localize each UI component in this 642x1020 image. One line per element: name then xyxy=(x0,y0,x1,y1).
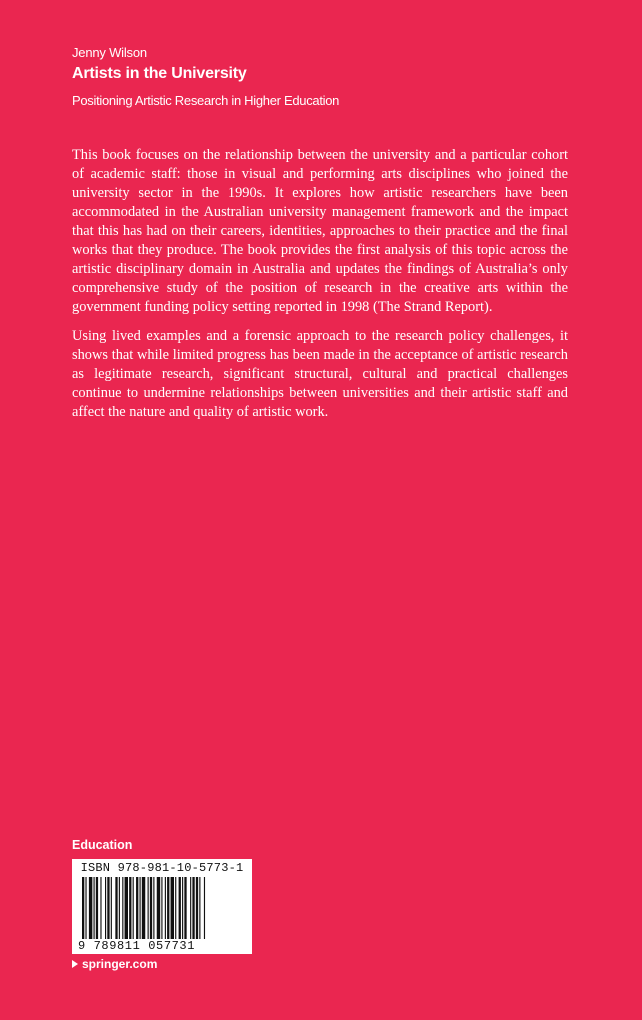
barcode-bar xyxy=(105,877,106,939)
barcode-bar xyxy=(167,877,169,939)
book-title: Artists in the University xyxy=(72,65,247,82)
barcode-bar xyxy=(140,877,141,939)
blurb xyxy=(72,146,568,432)
barcode-bar xyxy=(133,877,134,939)
barcode-bar xyxy=(119,877,120,939)
blurb-paragraph: This book focuses on the relationship between the university and a particular cohort of academic staff: those in visual and performing arts disciplines who joined the university sector in the 1990s. It explores how artistic researchers have been accommodated in the Australian university management framework and the impact that this has had on their careers, identities, approaches to their practice and the final works that they produce. The book provides the first analysis of this topic across the artistic disciplinary domain in Australia and updates the findings of Australia’s only comprehensive study of the position of research in the creative arts within the government funding policy setting reported in 1998 (The Strand Report). xyxy=(72,147,568,315)
barcode-bar xyxy=(192,877,194,939)
barcode-bar xyxy=(196,877,198,939)
barcode xyxy=(72,859,252,954)
barcode-bar xyxy=(182,877,183,939)
isbn-label: ISBN 978-981-10-5773-1 xyxy=(80,861,244,875)
barcode-bar xyxy=(125,877,128,939)
barcode-bar xyxy=(111,877,112,939)
barcode-bar xyxy=(136,877,138,939)
blurb-paragraph: Using lived examples and a forensic approach to the research policy challenges, it shows that while limited progress has been made in the acceptance of artistic research as legitimate research, significant structural, cultural and practical challenges continue to undermine relationships between universities and their artistic staff and affect the nature and quality of artistic work. xyxy=(72,328,568,420)
barcode-bar xyxy=(129,877,131,939)
author-name: Jenny Wilson xyxy=(72,45,147,60)
barcode-digits: 9 789811 057731 xyxy=(78,939,196,953)
barcode-bar xyxy=(148,877,149,939)
barcode-bar xyxy=(122,877,123,939)
barcode-bar xyxy=(157,877,160,939)
barcode-bar xyxy=(165,877,166,939)
barcode-bar xyxy=(100,877,101,939)
arrow-right-icon xyxy=(72,960,78,968)
publisher-link[interactable] xyxy=(72,957,157,971)
barcode-bar xyxy=(190,877,191,939)
barcode-bar xyxy=(161,877,162,939)
barcode-bar xyxy=(142,877,145,939)
barcode-bar xyxy=(85,877,86,939)
book-subtitle: Positioning Artistic Research in Higher Education xyxy=(72,93,340,108)
barcode-bar xyxy=(199,877,200,939)
barcode-bar xyxy=(204,877,205,939)
barcode-bar xyxy=(96,877,98,939)
barcode-bar xyxy=(94,877,95,939)
barcode-bar xyxy=(175,877,176,939)
barcode-bar xyxy=(115,877,117,939)
barcode-bar xyxy=(184,877,186,939)
category-label: Education xyxy=(72,838,133,852)
barcode-bar xyxy=(171,877,174,939)
barcode-bar xyxy=(107,877,109,939)
barcode-bar xyxy=(153,877,154,939)
barcode-bar xyxy=(179,877,181,939)
barcode-bar xyxy=(150,877,152,939)
barcode-bar xyxy=(89,877,92,939)
publisher-website: springer.com xyxy=(82,957,158,971)
barcode-bar xyxy=(82,877,84,939)
